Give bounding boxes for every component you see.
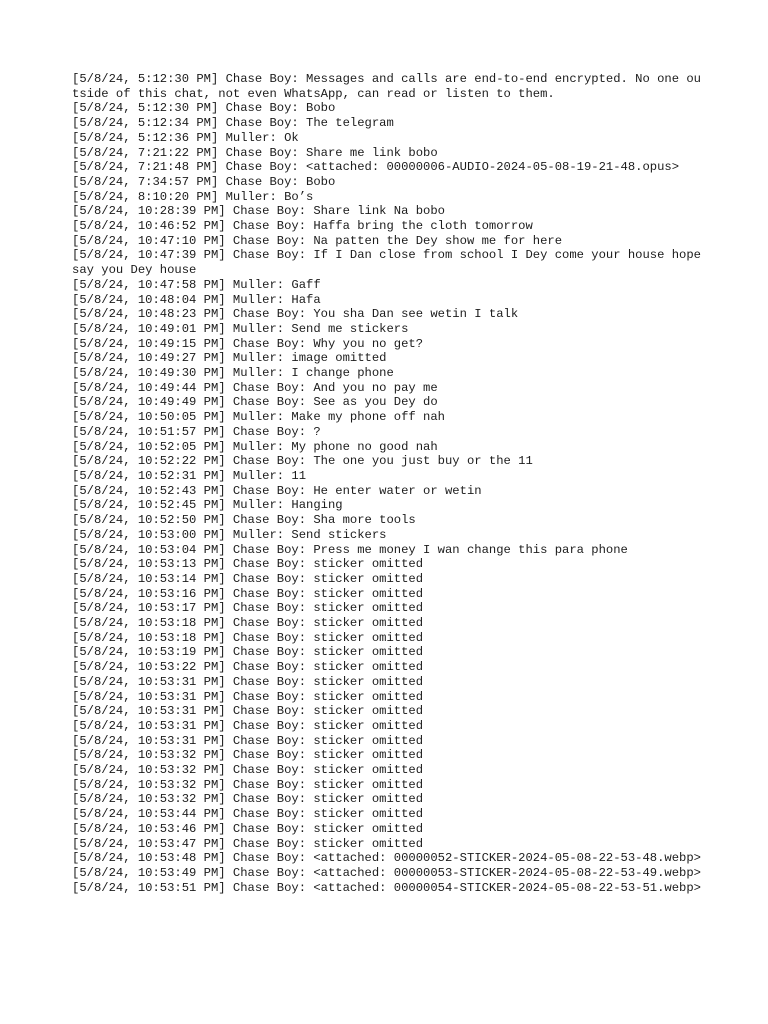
chat-message-line: [5/8/24, 10:52:45 PM] Muller: Hanging bbox=[72, 498, 343, 513]
chat-message-line: [5/8/24, 10:53:19 PM] Chase Boy: sticker omitted bbox=[72, 645, 424, 660]
chat-message-line: [5/8/24, 10:53:47 PM] Chase Boy: sticker omitted bbox=[72, 836, 424, 851]
chat-message-line: [5/8/24, 5:12:36 PM] Muller: Ok bbox=[72, 130, 299, 145]
chat-message-line: [5/8/24, 10:53:31 PM] Chase Boy: sticker omitted bbox=[72, 733, 424, 748]
chat-message-line: [5/8/24, 7:34:57 PM] Chase Boy: Bobo bbox=[72, 174, 336, 189]
chat-message-line: [5/8/24, 10:49:30 PM] Muller: I change phone bbox=[72, 366, 394, 381]
chat-message-line: [5/8/24, 10:49:27 PM] Muller: image omitted bbox=[72, 351, 387, 366]
chat-message-line: [5/8/24, 10:53:46 PM] Chase Boy: sticker omitted bbox=[72, 821, 424, 836]
chat-message-line: [5/8/24, 10:53:18 PM] Chase Boy: sticker omitted bbox=[72, 630, 424, 645]
chat-message-line: [5/8/24, 10:53:51 PM] Chase Boy: <attached: 00000054-STICKER-2024-05-08-22-53-51.webp> bbox=[72, 880, 701, 895]
chat-message-line: [5/8/24, 10:47:39 PM] Chase Boy: If I Dan close from school I Dey come your house hope say you Dey house bbox=[72, 248, 709, 278]
chat-message-line: [5/8/24, 10:53:17 PM] Chase Boy: sticker omitted bbox=[72, 601, 424, 616]
chat-export-page bbox=[72, 72, 709, 895]
chat-message-line: [5/8/24, 10:53:18 PM] Chase Boy: sticker omitted bbox=[72, 616, 424, 631]
chat-message-line: [5/8/24, 10:49:49 PM] Chase Boy: See as you Dey do bbox=[72, 395, 438, 410]
chat-message-line: [5/8/24, 8:10:20 PM] Muller: Bo’s bbox=[72, 189, 314, 204]
chat-message-line: [5/8/24, 10:53:31 PM] Chase Boy: sticker omitted bbox=[72, 689, 424, 704]
chat-message-line: [5/8/24, 10:53:32 PM] Chase Boy: sticker omitted bbox=[72, 777, 424, 792]
chat-message-line: [5/8/24, 10:53:32 PM] Chase Boy: sticker omitted bbox=[72, 792, 424, 807]
chat-message-line: [5/8/24, 10:52:22 PM] Chase Boy: The one you just buy or the 11 bbox=[72, 454, 533, 469]
chat-message-line: [5/8/24, 10:53:31 PM] Chase Boy: sticker omitted bbox=[72, 704, 424, 719]
chat-message-line: [5/8/24, 10:47:58 PM] Muller: Gaff bbox=[72, 277, 321, 292]
chat-message-line: [5/8/24, 10:49:15 PM] Chase Boy: Why you no get? bbox=[72, 336, 424, 351]
chat-message-line: [5/8/24, 10:53:22 PM] Chase Boy: sticker omitted bbox=[72, 660, 424, 675]
chat-message-line: [5/8/24, 10:53:14 PM] Chase Boy: sticker omitted bbox=[72, 571, 424, 586]
chat-message-line: [5/8/24, 5:12:30 PM] Chase Boy: Messages and calls are end-to-end encrypted. No one outside of this chat, not even WhatsApp, can read or listen to them. bbox=[72, 72, 701, 101]
chat-message-line: [5/8/24, 10:52:43 PM] Chase Boy: He enter water or wetin bbox=[72, 483, 482, 498]
chat-message-line: [5/8/24, 10:52:50 PM] Chase Boy: Sha more tools bbox=[72, 513, 416, 528]
chat-log bbox=[72, 72, 709, 895]
chat-message-line: [5/8/24, 10:53:32 PM] Chase Boy: sticker omitted bbox=[72, 763, 424, 778]
chat-message-line: [5/8/24, 10:53:31 PM] Chase Boy: sticker omitted bbox=[72, 674, 424, 689]
chat-message-line: [5/8/24, 7:21:48 PM] Chase Boy: <attached: 00000006-AUDIO-2024-05-08-19-21-48.opus> bbox=[72, 160, 680, 175]
chat-message-line: [5/8/24, 10:53:04 PM] Chase Boy: Press me money I wan change this para phone bbox=[72, 542, 628, 557]
chat-message-line: [5/8/24, 10:48:04 PM] Muller: Hafa bbox=[72, 292, 321, 307]
chat-message-line: [5/8/24, 10:48:23 PM] Chase Boy: You sha Dan see wetin I talk bbox=[72, 307, 519, 322]
chat-message-line: [5/8/24, 10:49:44 PM] Chase Boy: And you no pay me bbox=[72, 380, 438, 395]
chat-message-line: [5/8/24, 10:50:05 PM] Muller: Make my phone off nah bbox=[72, 410, 445, 425]
chat-message-line: [5/8/24, 10:49:01 PM] Muller: Send me stickers bbox=[72, 321, 409, 336]
chat-message-line: [5/8/24, 10:53:00 PM] Muller: Send stickers bbox=[72, 527, 387, 542]
chat-message-line: [5/8/24, 10:53:49 PM] Chase Boy: <attached: 00000053-STICKER-2024-05-08-22-53-49.webp> bbox=[72, 865, 701, 880]
chat-message-line: [5/8/24, 7:21:22 PM] Chase Boy: Share me link bobo bbox=[72, 145, 438, 160]
chat-message-line: [5/8/24, 10:53:44 PM] Chase Boy: sticker omitted bbox=[72, 807, 424, 822]
chat-message-line: [5/8/24, 10:52:05 PM] Muller: My phone no good nah bbox=[72, 439, 438, 454]
chat-message-line: [5/8/24, 10:52:31 PM] Muller: 11 bbox=[72, 468, 307, 483]
chat-message-line: [5/8/24, 10:53:13 PM] Chase Boy: sticker omitted bbox=[72, 557, 424, 572]
chat-message-line: [5/8/24, 10:53:32 PM] Chase Boy: sticker omitted bbox=[72, 748, 424, 763]
chat-message-line: [5/8/24, 10:53:48 PM] Chase Boy: <attached: 00000052-STICKER-2024-05-08-22-53-48.webp> bbox=[72, 851, 701, 866]
chat-message-line: [5/8/24, 10:28:39 PM] Chase Boy: Share link Na bobo bbox=[72, 204, 445, 219]
chat-message-line: [5/8/24, 5:12:34 PM] Chase Boy: The telegram bbox=[72, 116, 394, 131]
chat-message-line: [5/8/24, 10:51:57 PM] Chase Boy: ? bbox=[72, 424, 321, 439]
chat-message-line: [5/8/24, 10:53:31 PM] Chase Boy: sticker omitted bbox=[72, 718, 424, 733]
chat-message-line: [5/8/24, 10:47:10 PM] Chase Boy: Na patten the Dey show me for here bbox=[72, 233, 563, 248]
chat-message-line: [5/8/24, 10:46:52 PM] Chase Boy: Haffa bring the cloth tomorrow bbox=[72, 219, 533, 234]
chat-message-line: [5/8/24, 5:12:30 PM] Chase Boy: Bobo bbox=[72, 101, 336, 116]
chat-message-line: [5/8/24, 10:53:16 PM] Chase Boy: sticker omitted bbox=[72, 586, 424, 601]
